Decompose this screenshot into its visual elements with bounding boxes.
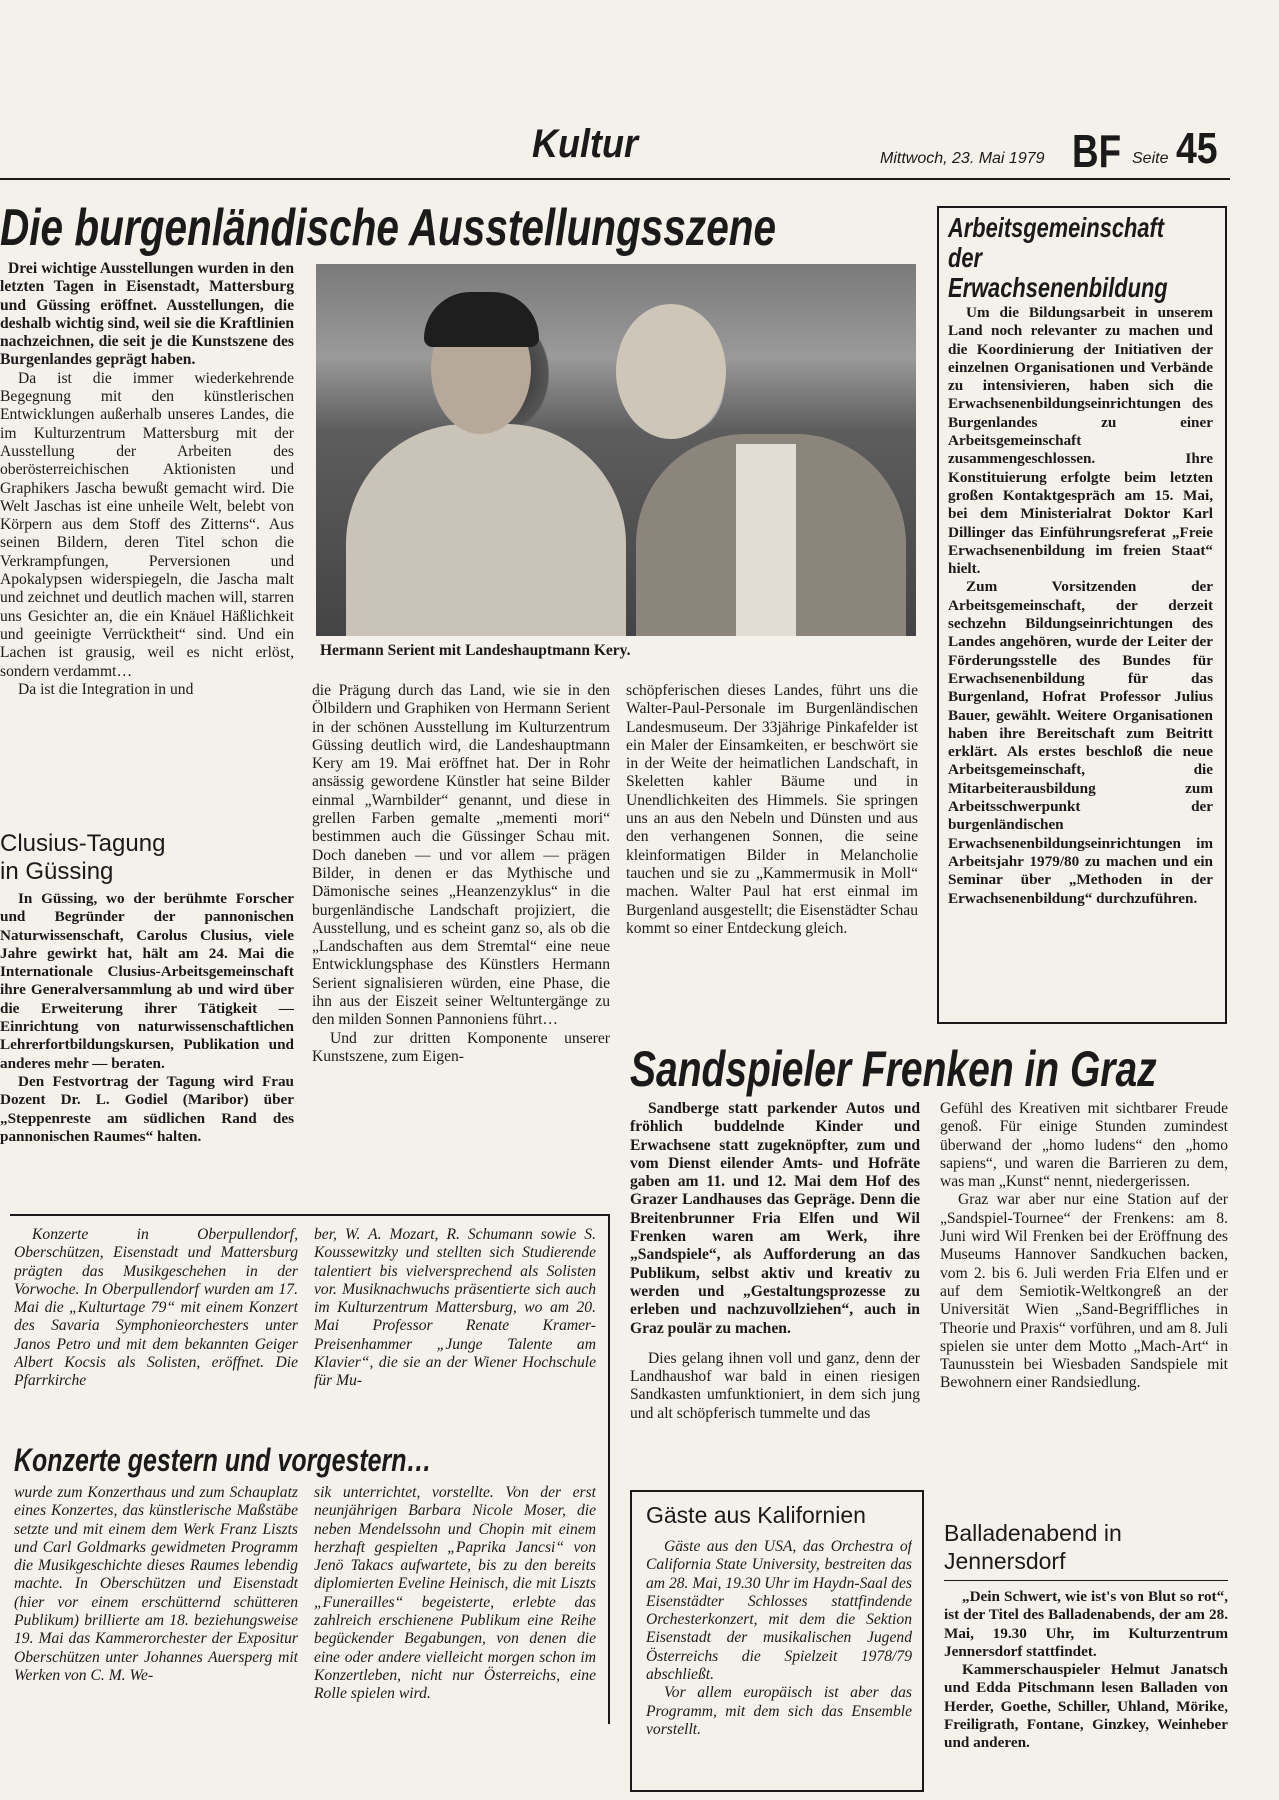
header-rule <box>0 178 1230 180</box>
photo-serient-kery <box>316 264 916 636</box>
main-article-col2-paragraph-1: die Prägung durch das Land, wie sie in den Ölbildern und Graphiken von Hermann Serient in der schönen Ausstellung im Kulturzentrum Güssing deutlich wird, die Landeshauptmann Kery am 19. Mai eröffnet hat. Der in Rohr ansässig gewordene Künstler hat seine Bilder einmal „Warnbilder“ genannt, und diese in grellen Farben gemalte „mementi mori“ bestimmen auch die Güssinger Schau mit. Doch daneben — und vor allem — prägen Bilder, in denen er das Mythische und Dämonische seines „Heanzenzyklus“ in die burgenländische Landschaft projiziert, die Ausstellung, und es scheint ganz so, als ob die „Landschaften aus dem Stremtal“ eine neue Entwicklungsphase des Künstlers Hermann Serient signalisieren würden, eine Phase, die ihn aus der Eiszeit seiner Weltuntergänge zu den milden Sonnen Pannoniens führt… <box>312 682 610 1029</box>
arbeitsgemeinschaft-body <box>948 304 1213 1016</box>
main-article-col3 <box>626 682 918 1030</box>
balladen-headline-2: Jennersdorf <box>944 1548 1066 1574</box>
arbeitsgemeinschaft-headline-3: Erwachsenenbildung <box>948 272 1168 303</box>
clusius-headline-2: in Güssing <box>0 858 114 885</box>
clusius-paragraph-1: In Güssing, wo der berühmte Forscher und Begründer der pannonischen Naturwissenschaft, Carolus Clusius, viele Jahre gewirkt hat, hält am 24. Mai die Internationale Clusius-Arbeitsgemeinschaft ihre Generalversammlung ab und wird über die Erweiterung ihrer Tätigkeit — Einrichtung von naturwissenschaftlichen Lehrerfortbildungskursen, Publikation und anderes mehr — beraten. <box>0 890 294 1072</box>
page-label: Seite <box>1132 150 1169 167</box>
konzerte-headline: Konzerte gestern und vorgestern… <box>14 1442 432 1478</box>
konzerte-upper-col2 <box>314 1226 596 1430</box>
page-number: 45 <box>1176 124 1218 173</box>
konzerte-upper-col1 <box>14 1226 298 1430</box>
balladen-headline-1: Balladenabend in <box>944 1520 1122 1546</box>
clusius-paragraph-2: Den Festvortrag der Tagung wird Frau Dozent Dr. L. Godiel (Maribor) über „Steppenreste am südlichen Rand des pannonischen Raumes“ halten. <box>0 1072 294 1145</box>
issue-date: Mittwoch, 23. Mai 1979 <box>880 150 1045 167</box>
main-article-col2 <box>312 682 610 1194</box>
gaeste-paragraph-1: Gäste aus den USA, das Orchestra of California State University, bestreiten das am 28. Mai, 19.30 Uhr im Haydn-Saal des Eisenstädter Schlosses stattfindende Orchesterkonzert, mit dem die Sektion Eisenstadt der musikalischen Jugend Österreichs die Spielzeit 1978/79 abschließt. <box>646 1538 912 1684</box>
konzerte-upper-col1-text: Konzerte in Oberpullendorf, Oberschützen, Eisenstadt und Mattersburg prägten das Musikgeschehen in der Vorwoche. In Oberpullendorf wurden am 17. Mai die „Kulturtage 79“ mit einem Konzert des Savaria Symphonieorchesters unter Janos Petro und mit dem bekannten Geiger Albert Kocsis als Solisten, eröffnet. Die Pfarrkirche <box>14 1226 298 1390</box>
konzerte-upper-col2-text: ber, W. A. Mozart, R. Schumann sowie S. Koussewitzky und stellten sich Studierende talentiert bis vielversprechend als Solisten vor. Musiknachwuchs präsentierte sich auch im Kulturzentrum Mattersburg, wo am 20. Mai Professor Renate Kramer-Preisenhammer „Junge Talente am Klavier“, die sie an der Wiener Hochschule für Mu- <box>314 1226 596 1390</box>
main-article-col3-paragraph-1: schöpferischen dieses Landes, führt uns die Walter-Paul-Personale im Burgenländischen Landesmuseum. Der 33jährige Pinkafelder ist ein Maler der Einsamkeiten, er beschwört sie in der Weite der heimatlichen Landschaft, in Skeletten kahler Bäume und in Unendlichkeiten des Himmels. Sie springen uns an aus den Nebeln und Dünsten und aus den verhangenen Sonnen, die seine kleinformatigen Bilder in Melancholie tauchen und sie zu „Kammermusik in Moll“ machen. Walter Paul hat erst einmal im Burgenland ausgestellt; die Eisenstädter Schau kommt so einer Entdeckung gleich. <box>626 682 918 937</box>
photo-figure-left-hair <box>424 292 539 347</box>
main-headline: Die burgenländische Ausstellungsszene <box>0 199 777 257</box>
sandspieler-col1 <box>630 1100 920 1480</box>
sandspieler-headline: Sandspieler Frenken in Graz <box>630 1041 1157 1097</box>
balladen-body <box>944 1588 1228 1794</box>
photo-figure-left <box>346 424 626 636</box>
photo-figure-right-head <box>616 304 726 439</box>
konzerte-lower-col1 <box>14 1484 298 1792</box>
main-article-col1 <box>0 260 294 815</box>
main-article-lead: Drei wichtige Ausstellungen wurden in den letzten Tagen in Eisenstadt, Mattersburg und Güssing eröffnet. Ausstellungen, die deshalb wichtig sind, weil sie die Kraftlinien nachzeichnen, die seit je die Kunstszene des Burgenlandes geprägt haben. <box>0 260 294 369</box>
main-article-col2-paragraph-2: Und zur dritten Komponente unserer Kunstszene, zum Eigen- <box>312 1029 610 1065</box>
gaeste-headline: Gäste aus Kalifornien <box>646 1502 866 1528</box>
balladen-rule <box>944 1580 1228 1581</box>
clusius-headline-1: Clusius-Tagung <box>0 830 166 857</box>
clusius-body <box>0 890 294 1200</box>
arbeitsgemeinschaft-headline-2: der <box>948 242 982 273</box>
main-article-col1-paragraph-2: Da ist die Integration in und <box>18 680 194 698</box>
konzerte-lower-col1-text: wurde zum Konzerthaus und zum Schauplatz eines Konzertes, das künstlerische Maßstäbe setzte und mit einem dem Werk Franz Liszts und Carl Goldmarks gewidmeten Programm die Musikgeschichte dieses Raumes lebendig machte. In Oberschützen und Eisenstadt (hier vor einem erschütternd schütteren Publikum) brillierte am 18. beziehungsweise 19. Mai das Kammerorchester der Expositur Oberschützen unter Johannes Auersperg mit Werken von C. M. We- <box>14 1484 298 1684</box>
sandspieler-col2-paragraph-2: Graz war aber nur eine Station auf der „Sandspiel-Tournee“ der Frenkens: am 8. Juni wird Wil Frenken bei der Eröffnung des Museums Hannover Sandkuchen backen, vom 2. bis 6. Juli werden Fria Elfen und er auf dem Semiotik-Weltkongreß an der Universität Wien „Sand-Begriffliches in Theorie und Praxis“ vorführen, und am 8. Juli spielen sie unter dem Motto „Mach-Art“ in Taunusstein bei Wiesbaden Sandspiele mit Bewohnern einer Randsiedlung. <box>940 1191 1228 1392</box>
newspaper-logo: BF <box>1072 125 1122 177</box>
photo-figure-right-shirt <box>736 444 796 636</box>
gaeste-paragraph-2: Vor allem europäisch ist aber das Programm, mit dem sich das Ensemble vorstellt. <box>646 1684 912 1738</box>
photo-caption: Hermann Serient mit Landeshauptmann Kery. <box>320 642 631 659</box>
konzerte-right-rule <box>608 1214 610 1724</box>
section-title: Kultur <box>532 122 638 166</box>
sandspieler-col2 <box>940 1100 1228 1512</box>
arbeitsgemeinschaft-headline-1: Arbeitsgemeinschaft <box>948 212 1165 243</box>
sandspieler-col2-paragraph-1: Gefühl des Kreativen mit sichtbarer Freude genoß. Für einige Stunden zumindest überwand der „homo ludens“ den „homo sapiens“, und waren die Barrieren zu dem, was man „Kunst“ nennt, niedergerissen. <box>940 1100 1228 1191</box>
arbeitsgemeinschaft-paragraph-2: Zum Vorsitzenden der Arbeitsgemeinschaft, der derzeit sechzehn Bildungseinrichtungen des Landes angehören, wurde der Leiter der Förderungsstelle des Bundes für Erwachsenenbildung für das Burgenland, Hofrat Professor Julius Bauer, gewählt. Weitere Organisationen haben ihre Bereitschaft zum Beitritt erklärt. Als erstes beschloß die neue Arbeitsgemeinschaft, die Mitarbeiterausbildung zum Arbeitsschwerpunkt der burgenländischen Erwachsenenbildungseinrichtungen im Arbeitsjahr 1979/80 zu machen und ein Seminar über „Methoden in der Erwachsenenbildung“ durchzuführen. <box>948 578 1213 907</box>
sandspieler-paragraph-2: Dies gelang ihnen voll und ganz, denn der Landhaushof war bald in einen riesigen Sandkasten umfunktioniert, in dem sich jung und alt schöpferisch tummelte und das <box>630 1349 920 1422</box>
konzerte-lower-col2-text: sik unterrichtet, vorstellte. Von der erst neunjährigen Barbara Nicole Moser, die neben Mendelssohn und Chopin mit einem herzhaft gespielten „Paprika Jancsi“ von Jenö Takacs aufwartete, bis zu den bereits diplomierten Eveline Heinisch, die mit Liszts „Funerailles“ begeisterte, erlebte das zahlreich erschienene Publikum eine Reihe begückender Begabungen, von denen die eine oder andere vielleicht morgen schon im Konzertleben, nicht nur Österreichs, eine Rolle spielen wird. <box>314 1484 596 1703</box>
balladen-paragraph-2: Kammerschauspieler Helmut Janatsch und Edda Pitschmann lesen Balladen von Herder, Goethe, Schiller, Uhland, Mörike, Freiligrath, Fontane, Ginzkey, Weinheber und anderen. <box>944 1661 1228 1752</box>
balladen-paragraph-1: „Dein Schwert, wie ist's von Blut so rot“, ist der Titel des Balladenabends, der am 28. Mai, 19.30 Uhr, im Kulturzentrum Jennersdorf stattfindet. <box>944 1588 1228 1660</box>
konzerte-lower-col2 <box>314 1484 596 1792</box>
konzerte-top-rule <box>10 1214 610 1216</box>
gaeste-body <box>646 1538 912 1786</box>
main-article-col1-paragraph-1: Da ist die immer wiederkehrende Begegnung mit den künstlerischen Entwicklungen außerhalb unseres Landes, die im Kulturzentrum Mattersburg mit der Ausstellung der Arbeiten des oberösterreichischen Aktionisten und Graphikers Jascha bewußt gemacht wird. Die Welt Jaschas ist eine unheile Welt, belebt von Körpern aus dem Stoff des Zitterns“. Aus seinen Bildern, deren Titel schon die Verkrampfungen, Perversionen und Apokalypsen widerspiegeln, die Jascha malt und zeichnet und deutlich machen will, starren uns Gesichter an, die ein Knäuel Häßlichkeit und geeinigte Verrücktheit“ sind. Und ein Lachen ist grausig, weil es nicht erlöst, sondern verdammt… <box>0 369 294 680</box>
arbeitsgemeinschaft-paragraph-1: Um die Bildungsarbeit in unserem Land noch relevanter zu machen und die Koordinierung der Initiativen der einzelnen Organisationen und Verbände zu intensivieren, haben sich die Erwachsenenbildungseinrichtungen des Burgenlandes zu einer Arbeitsgemeinschaft zusammengeschlossen. Ihre Konstituierung erfolgte beim letzten großen Kontaktgespräch am 15. Mai, bei dem Ministerialrat Doktor Karl Dillinger das Einführungsreferat „Freie Erwachsenenbildung im freien Staat“ hielt. <box>948 304 1213 578</box>
sandspieler-lead: Sandberge statt parkender Autos und fröhlich buddelnde Kinder und Erwachsene statt zugeknöpfter, zum und vom Dienst eilender Amts- und Hofräte gaben am 11. und 12. Mai dem Hof des Grazer Landhauses das Gepräge. Denn die Breitenbrunner Fria Elfen und Wil Frenken waren am Werk, ihre „Sandspiele“, als Aufforderung an das Publikum, selbst aktiv und kreativ zu werden und „Gestaltungsprozesse zu erleben und nachzuvollziehen“, auch in Graz poulär zu machen. <box>630 1100 920 1337</box>
